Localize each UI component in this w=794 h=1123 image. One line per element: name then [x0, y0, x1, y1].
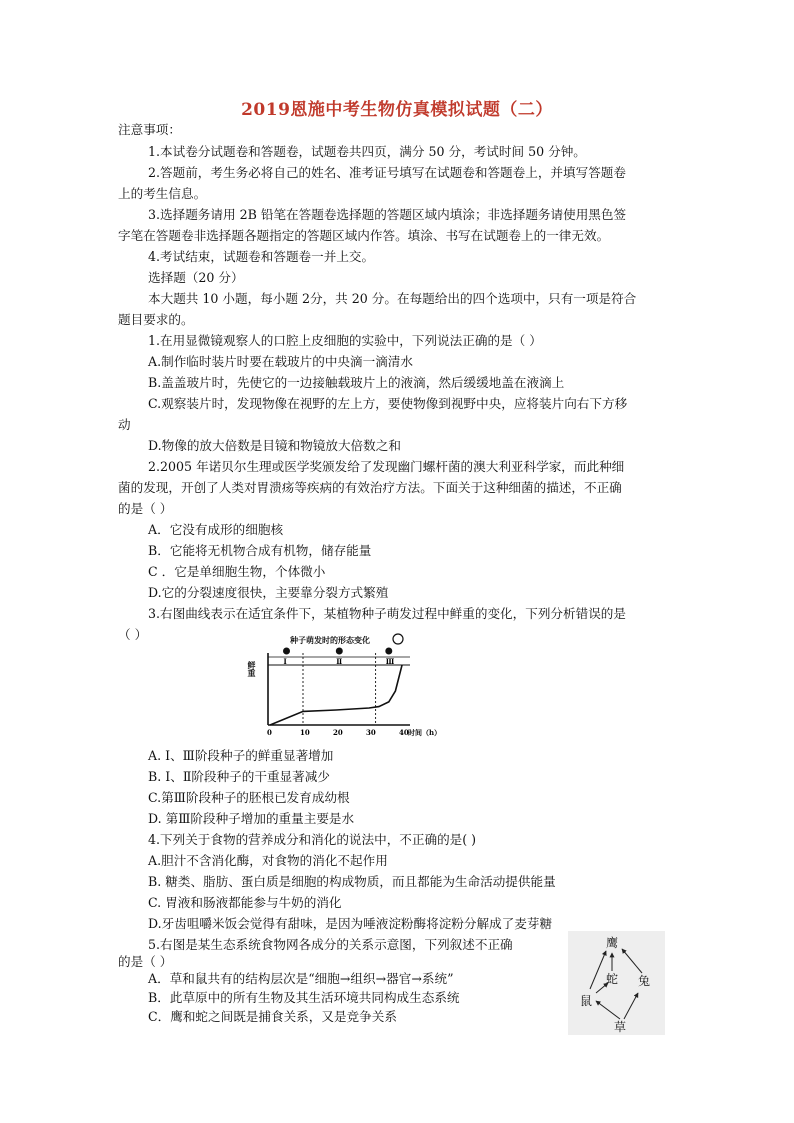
- notice-heading: 注意事项：: [118, 122, 181, 137]
- q1-option-c: C.观察装片时，发现物像在视野的左上方，要使物像到视野中央，应将装片向右下方移: [148, 396, 628, 411]
- x-tick-label: 10: [300, 728, 310, 737]
- section-heading: 选择题（20 分）: [148, 270, 244, 285]
- x-tick-label: 40: [399, 728, 409, 737]
- fresh-weight-curve: [270, 665, 402, 725]
- seed-germination-chart: [247, 633, 442, 740]
- food-web-diagram: [568, 931, 665, 1035]
- notice-item: 2.答题前，考生务必将自己的姓名、准考证号填写在试题卷和答题卷上，并填写答题卷: [148, 165, 626, 180]
- node-snake: 蛇: [606, 972, 619, 986]
- exam-title: 2019恩施中考生物仿真模拟试题（二）: [241, 100, 553, 120]
- q2-stem: 2.2005 年诺贝尔生理或医学奖颁发给了发现幽门螺杆菌的澳大利亚科学家，而此种细: [148, 459, 625, 474]
- q4-option-d: D.牙齿咀嚼米饭会觉得有甜味，是因为唾液淀粉酶将淀粉分解成了麦芽糖: [148, 916, 553, 931]
- q5-stem-cont: 的是（ ）: [118, 954, 173, 969]
- x-tick-label: 20: [333, 728, 343, 737]
- q5-option-a: A．草和鼠共有的结构层次是“细胞→组织→器官→系统”: [148, 971, 454, 986]
- q2-option-c: C ．它是单细胞生物，个体微小: [148, 564, 326, 579]
- x-tick-label: 30: [366, 728, 376, 737]
- q4-stem: 4.下列关于食物的营养成分和消化的说法中，不正确的是( ): [148, 832, 477, 847]
- q3-option-a: A. Ⅰ、Ⅲ阶段种子的鲜重显著增加: [148, 748, 334, 763]
- q3-option-c: C.第Ⅲ阶段种子的胚根已发育成幼根: [148, 790, 350, 805]
- notice-item: 4.考试结束，试题卷和答题卷一并上交。: [148, 249, 375, 264]
- section-intro: 本大题共 10 小题，每小题 2分，共 20 分。在每题给出的四个选项中，只有一项是符合: [148, 291, 637, 306]
- q3-stem-cont: （ ）: [118, 627, 148, 642]
- node-grass: 草: [614, 1020, 627, 1034]
- q3-option-d: D. 第Ⅲ阶段种子增加的重量主要是水: [148, 811, 355, 826]
- q1-option-b: B.盖盖玻片时，先使它的一边接触载玻片上的液滴，然后缓缓地盖在液滴上: [148, 375, 565, 390]
- q2-option-a: A．它没有成形的细胞核: [148, 522, 284, 537]
- q3-stem: 3.右图曲线表示在适宜条件下，某植物种子萌发过程中鲜重的变化，下列分析错误的是: [148, 606, 626, 621]
- notice-item: 1.本试卷分试题卷和答题卷，试题卷共四页，满分 50 分，考试时间 50 分钟。: [148, 144, 586, 159]
- section-intro: 题目要求的。: [118, 312, 194, 327]
- q4-option-a: A.胆汁不含消化酶，对食物的消化不起作用: [148, 853, 388, 868]
- q4-option-c: C. 胃液和肠液都能参与牛奶的消化: [148, 895, 342, 910]
- q1-option-c-cont: 动: [118, 417, 131, 432]
- stage-marker: [283, 648, 290, 655]
- stage-marker: [336, 648, 343, 655]
- q5-stem: 5.右图是某生态系统食物网各成分的关系示意图，下列叙述不正确: [148, 937, 513, 952]
- q2-option-d: D.它的分裂速度很快，主要靠分裂方式繁殖: [148, 585, 389, 600]
- q2-stem-cont: 的是（ ）: [118, 501, 173, 516]
- chart-x-label: 时间（h）: [408, 728, 442, 737]
- node-eagle: 鹰: [606, 936, 619, 950]
- q4-option-b: B. 糖类、脂肪、蛋白质是细胞的构成物质，而且都能为生命活动提供能量: [148, 874, 556, 889]
- stage-marker: [385, 648, 392, 655]
- q5-option-b: B．此草原中的所有生物及其生活环境共同构成生态系统: [148, 990, 460, 1005]
- node-mouse: 鼠: [580, 994, 593, 1008]
- x-tick-label: 0: [267, 728, 272, 737]
- stage-label: Ⅱ: [336, 657, 343, 666]
- q5-option-c: C．鹰和蛇之间既是捕食关系，又是竞争关系: [148, 1009, 397, 1024]
- stage-marker-c: [393, 634, 403, 644]
- notice-item: 3.选择题务请用 2B 铅笔在答题卷选择题的答题区域内填涂；非选择题务请使用黑色签: [148, 207, 627, 222]
- q1-option-d: D.物像的放大倍数是目镜和物镜放大倍数之和: [148, 438, 401, 453]
- q1-stem: 1.在用显微镜观察人的口腔上皮细胞的实验中，下列说法正确的是（ ）: [148, 333, 542, 348]
- chart-title: 种子萌发时的形态变化: [290, 635, 370, 645]
- q3-option-b: B. Ⅰ、Ⅱ阶段种子的干重显著减少: [148, 769, 330, 784]
- chart-y-label: 鲜重: [247, 661, 257, 677]
- q1-option-a: A.制作临时装片时要在载玻片的中央滴一滴清水: [148, 354, 413, 369]
- stage-label: Ⅲ: [385, 657, 395, 666]
- stage-label: Ⅰ: [283, 657, 287, 666]
- notice-item: 字笔在答题卷非选择题各题指定的答题区域内作答。填涂、书写在试题卷上的一律无效。: [118, 228, 610, 243]
- q2-stem-cont: 菌的发现，开创了人类对胃溃疡等疾病的有效治疗方法。下面关于这种细菌的描述，不正确: [118, 480, 622, 495]
- q2-option-b: B．它能将无机物合成有机物，储存能量: [148, 543, 372, 558]
- node-rabbit: 兔: [638, 974, 651, 988]
- x-ticks: [267, 728, 409, 737]
- notice-item: 上的考生信息。: [118, 186, 207, 201]
